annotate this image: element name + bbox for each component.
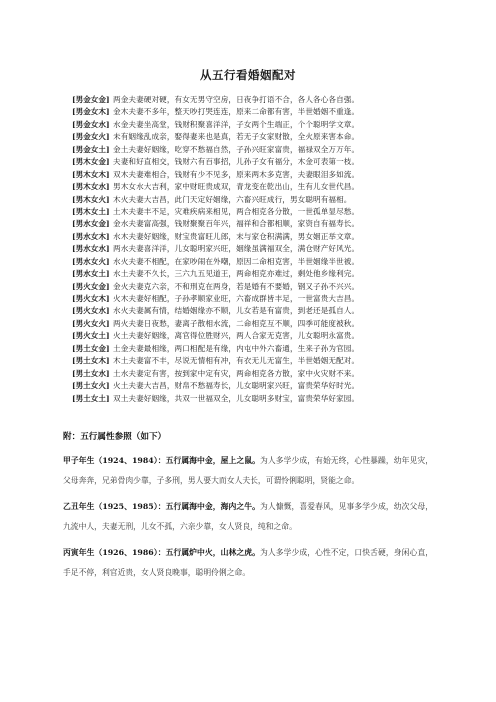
pairing-text: 火木夫妻好相配，子孙孝顺家业旺，六畜成群皆丰足，一世富贵大吉昌。 bbox=[113, 294, 360, 303]
entry-body: 为人多学少成，心性不定，口快舌硬，身闲心直，手足不停，利官近贵，女人贤良晚事，聪明伶俐之命。 bbox=[63, 548, 434, 577]
pairing-key: [男木女火] bbox=[72, 194, 110, 204]
appendix-entry bbox=[63, 543, 433, 583]
pairing-key: [男水女金] bbox=[72, 219, 110, 229]
pairing-row bbox=[72, 330, 432, 342]
pairing-row bbox=[72, 194, 432, 206]
pairing-row bbox=[72, 119, 432, 131]
pairing-row bbox=[72, 393, 432, 405]
pairing-key: [男土女金] bbox=[72, 343, 110, 353]
pairing-key: [男水女火] bbox=[72, 256, 110, 266]
pairing-key: [男火女木] bbox=[72, 294, 110, 303]
pairing-key: [男火女金] bbox=[72, 281, 110, 291]
pairing-text: 两火夫妻日夜愁，妻离子散相水流，二命相克互不顺，四季可能度被秋。 bbox=[113, 318, 360, 328]
pairing-text: 双木夫妻难相合，钱财有少不见多，原来两木多克害，夫妻眼泪多如流。 bbox=[113, 169, 360, 179]
pairing-key: [男金女火] bbox=[72, 132, 110, 142]
pairing-text: 水土夫妻不久长，三六九五见道王，两命相克亦难过，剩处他乡缘利完。 bbox=[113, 269, 360, 279]
pairing-text: 木火夫妻大吉昌，此门天定好姻缘，六畜兴旺成行，男女聪明有福相。 bbox=[113, 194, 352, 204]
pairing-row bbox=[72, 355, 432, 367]
pairing-text: 水火夫妻不相配，在家吵闹在外嘲，原因二命相克害，半世姻缘半世被。 bbox=[113, 256, 360, 266]
appendix-entries bbox=[63, 451, 433, 583]
pairing-text: 夫妻和好直相交，钱财六有百事招，儿孙子女有福分，木金可表第一枝。 bbox=[113, 157, 360, 167]
pairing-key: [男金女土] bbox=[72, 144, 110, 154]
pairing-row bbox=[72, 144, 432, 156]
pairing-text: 男木女水大吉利，家中财旺贵成双，青龙变在乾出山，生有儿女世代昌。 bbox=[113, 182, 360, 192]
pairing-key: [男土女土] bbox=[72, 393, 110, 403]
pairing-row bbox=[72, 243, 432, 255]
pairing-row bbox=[72, 380, 432, 392]
pairing-text: 金水夫妻富高强，钱财聚聚百年兴，福祥和合都相顺，家资自有福寿长。 bbox=[113, 219, 360, 229]
entry-head: 甲子年生（1924、1984）：五行属海中金，屋上之鼠。 bbox=[63, 456, 260, 465]
pairing-key: [男木女水] bbox=[72, 182, 110, 192]
pairing-key: [男土女木] bbox=[72, 356, 110, 366]
pairing-text: 两水夫妻喜洋洋，儿女聪明家兴旺，姻缘虽满福双全，满仓财产好风光。 bbox=[113, 244, 360, 254]
pairing-text: 双土夫妻好姻缘，共双一世福双全，儿女聪明多财宝，富贵荣华好家园。 bbox=[113, 393, 360, 403]
pairing-text: 金木夫妻不多年，整天吵打哭连连，原来二命都有害，半世婚姻不重逢。 bbox=[113, 107, 360, 117]
pairing-row bbox=[72, 218, 432, 230]
pairing-row bbox=[72, 131, 432, 143]
pairing-text: 土木夫妻丰不足，灾难疾病来相见，两合相克各分散，一世孤单显尽愁。 bbox=[113, 206, 360, 216]
pairing-text: 金土夫妻好姻缘，吃穿不愁福自然，子孙兴旺家富贵，福禄双全万万年。 bbox=[113, 144, 360, 154]
pairing-row bbox=[72, 318, 432, 330]
pairing-row bbox=[72, 268, 432, 280]
pairing-key: [男水女土] bbox=[72, 269, 110, 279]
pairing-row bbox=[72, 206, 432, 218]
pairing-row bbox=[72, 231, 432, 243]
pairing-row bbox=[72, 169, 432, 181]
pairing-row bbox=[72, 305, 432, 317]
pairing-text: 土水夫妻定有害，按到家中定有灾，两命相克各方散，家中火灾财不来。 bbox=[113, 368, 360, 378]
pairing-text: 土金夫妻最相缘，两口相配是有缘，内屯中外六畜通，生来子孙为官园。 bbox=[113, 343, 360, 353]
pairing-key: [男木女木] bbox=[72, 169, 110, 179]
pairing-key: [男水女水] bbox=[72, 244, 110, 254]
pairing-row bbox=[72, 256, 432, 268]
pairing-key: [男火女火] bbox=[72, 318, 110, 328]
pairing-key: [男火女土] bbox=[72, 331, 110, 341]
page-title: 从五行看婚姻配对 bbox=[200, 68, 296, 82]
pairing-key: [男金女木] bbox=[72, 107, 110, 117]
pairing-row bbox=[72, 94, 432, 106]
pairing-row bbox=[72, 281, 432, 293]
pairing-text: 火土夫妻好姻缘，离官得位胜财兴，两人合家无克害，儿女聪明永富贵。 bbox=[113, 331, 360, 341]
entry-body: 为人多学少成，有始无终，心性暴躁，幼年见灾，父母奔奔，兄弟骨肉少靠，子多刑，男人要大而女人夫长，可谓怜俐聪明，贤能之命。 bbox=[63, 456, 434, 485]
appendix-section bbox=[63, 430, 433, 589]
pairing-row bbox=[72, 343, 432, 355]
pairing-text: 未有姻缘乱成亲，娶得妻来也是真，若无子女家财散，全火原来害本命。 bbox=[113, 132, 360, 142]
entry-body: 为人慷慨，喜爱春风，见事多学少成，幼次父母，九流中人，夫妻无刑，儿女不孤，六亲少靠，女人贤良，纯和之命。 bbox=[63, 502, 434, 531]
pairing-row bbox=[72, 368, 432, 380]
pairing-key: [男木女金] bbox=[72, 157, 110, 167]
pairing-text: 两金夫妻硬对硬，有女无男守空房，日夜争打语不合，各人各心各自强。 bbox=[113, 95, 360, 104]
entry-head: 丙寅年生（1926、1986）：五行属炉中火，山林之虎。 bbox=[63, 548, 260, 557]
appendix-title: 附：五行属性参照（如下） bbox=[63, 432, 167, 442]
pairing-key: [男金女金] bbox=[72, 95, 110, 104]
pairing-text: 木土夫妻富不丰，尽说无情相有冲，有衣无儿无富生，半世婚姻无配对。 bbox=[113, 356, 360, 366]
pairing-key: [男木女土] bbox=[72, 206, 110, 216]
pairing-row bbox=[72, 293, 432, 305]
pairing-list bbox=[72, 94, 432, 405]
pairing-text: 金火夫妻克六亲，不和刑克在两身，若是婚有不要婚，钢又子孙不兴兴。 bbox=[113, 281, 360, 291]
pairing-key: [男土女水] bbox=[72, 368, 110, 378]
pairing-row bbox=[72, 156, 432, 168]
appendix-entry bbox=[63, 497, 433, 537]
pairing-key: [男水女木] bbox=[72, 231, 110, 241]
appendix-entry bbox=[63, 451, 433, 491]
pairing-key: [男金女水] bbox=[72, 119, 110, 129]
pairing-key: [男火女水] bbox=[72, 306, 110, 316]
pairing-text: 火土夫妻大吉昌，财帛不愁福寿长，儿女聪明家兴旺，富贵荣华好时光。 bbox=[113, 381, 360, 391]
entry-head: 乙丑年生（1925、1985）：五行属海中金，海内之牛。 bbox=[63, 502, 260, 511]
pairing-text: 水金夫妻坐高堂，钱财积聚喜洋洋，子女两个生端正，个个聪明学文章。 bbox=[113, 119, 360, 129]
pairing-text: 水木夫妻好姻缘，财宝贵富旺儿郎，末与家仓积满满，男女姻正举文章。 bbox=[113, 231, 360, 241]
pairing-key: [男土女火] bbox=[72, 381, 110, 391]
pairing-row bbox=[72, 181, 432, 193]
pairing-row bbox=[72, 106, 432, 118]
pairing-text: 水火夫妻属有情，结婚姻缘亦不顺，儿女若是有富贵，到老还是孤自人。 bbox=[113, 306, 360, 316]
